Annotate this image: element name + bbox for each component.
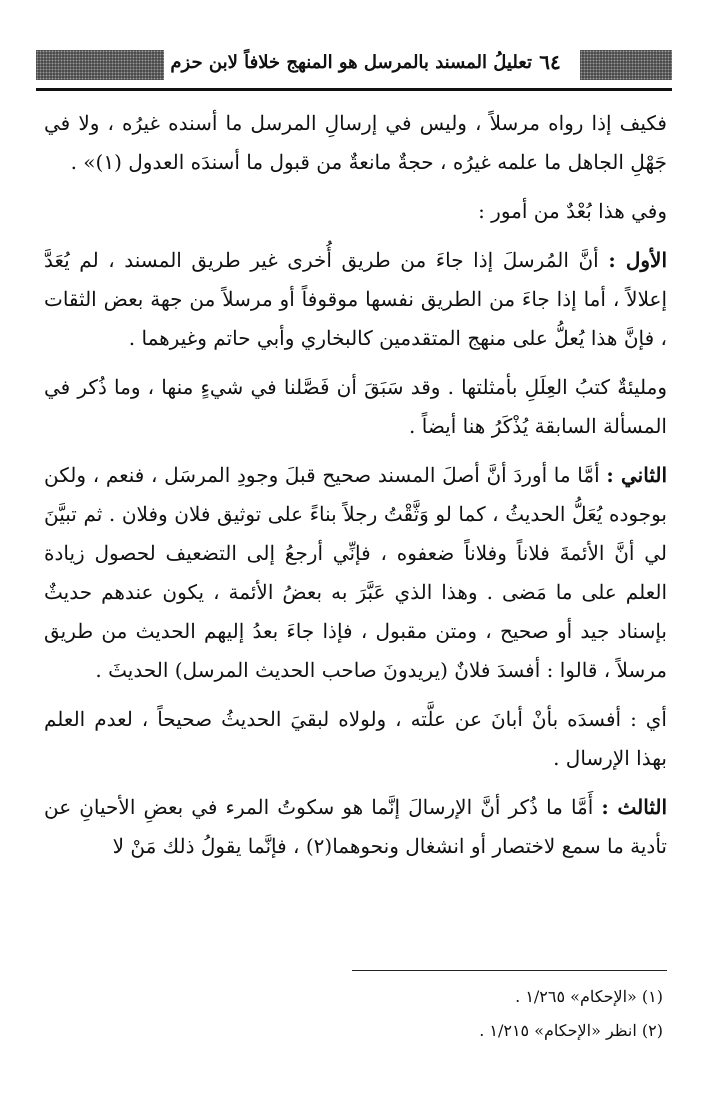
body-text [44,104,667,866]
header-shaded-bar-right [580,50,672,80]
footnote-separator [352,970,667,971]
page-number: ٦٤ [539,50,561,74]
paragraph-lead: الثاني : [606,463,668,487]
paragraph-text: ومليئةٌ كتبُ العِلَلِ بأمثلتها . وقد سَبَقَ أن فَصَّلنا في شيءٍ منها ، وما ذُكر في المسألة السابقة يُذْكَرُ هنا أيضاً . [44,375,667,438]
paragraph [44,788,667,866]
footnotes [303,980,663,1048]
paragraph-text: أي : أفسدَه بأنْ أبانَ عن علَّته ، ولولاه لبقيَ الحديثُ صحيحاً ، لعدم العلم بهذا الإرسال . [44,707,667,770]
paragraph [44,368,667,446]
paragraph-text: فكيف إذا رواه مرسلاً ، وليس في إرسالِ المرسل ما أسنده غيرُه ، ولا في جَهْلِ الجاهل ما علمه غيرُه ، حجةٌ مانعةٌ من قبول ما أسندَه العدول (١)» . [44,111,667,174]
header-rule [36,88,672,91]
paragraph [44,241,667,358]
paragraph [44,700,667,778]
paragraph-text: أنَّ المُرسلَ إذا جاءَ من طريق أُخرى غير طريق المسند ، لم يُعَدَّ إعلالاً ، أما إذا جاءَ من الطريق نفسها موقوفاً أو مرسلاً من جهة بعض الثقات ، فإنَّ هذا يُعلُّ على منهج المتقدمين كالبخاري وأبي حاتم وغيرهما . [44,248,667,350]
paragraph-text: أمَّا ما أوردَ أنَّ أصلَ المسند صحيح قبلَ وجودِ المرسَل ، فنعم ، ولكن بوجوده يُعَلُّ الحديثُ ، كما لو وَثَّقْتُ رجلاً بناءً على توثيق فلان وفلان . ثم تبيَّنَ لي أنَّ الأئمةَ فلاناً وفلاناً ضعفوه ، فإنِّي أرجعُ إلى التضعيف لحصول زيادة العلم على ما مَضى . وهذا الذي عَبَّرَ به بعضُ الأئمة ، يكون عندهم حديثٌ بإسناد جيد أو صحيح ، ومتن مقبول ، فإذا جاءَ بعدُ إليهم الحديث من طريق مرسلاً ، قالوا : أفسدَ فلانٌ (يريدونَ صاحب الحديث المرسل) الحديثَ . [44,463,667,682]
paragraph [44,104,667,182]
footnote: (١) «الإحكام» ١/٢٦٥ . [515,987,663,1006]
paragraph-text: وفي هذا بُعْدٌ من أمور : [478,199,667,223]
running-title: تعليلُ المسند بالمرسل هو المنهج خلافاً لابن حزم [170,52,532,73]
paragraph-text: أَمَّا ما ذُكر أنَّ الإرسالَ إنَّما هو سكوتُ المرء في بعضِ الأحيانِ عن تأدية ما سمع لاختصار أو انشغال ونحوهما(٢) ، فإنَّما يقولُ ذلك مَنْ لا [44,795,667,858]
paragraph [44,456,667,690]
paragraph-lead: الثالث : [601,795,667,819]
paragraph [44,192,667,231]
header-shaded-bar-left [36,50,164,80]
page-header [36,42,672,92]
footnote: (٢) انظر «الإحكام» ١/٢١٥ . [479,1021,663,1040]
paragraph-lead: الأول : [608,248,668,272]
